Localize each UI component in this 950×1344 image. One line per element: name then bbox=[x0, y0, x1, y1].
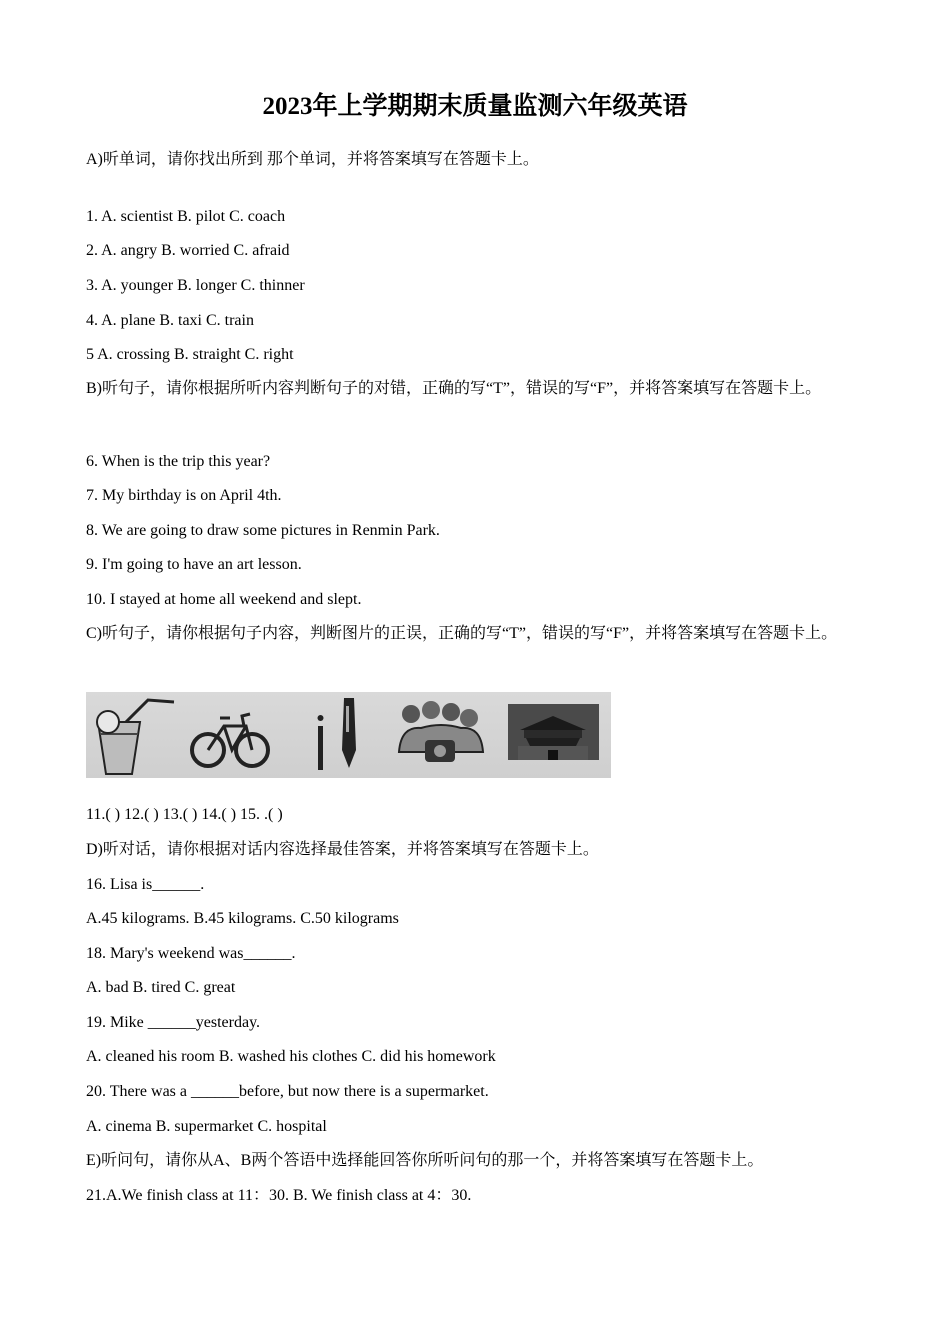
question-18-options: A. bad B. tired C. great bbox=[86, 979, 236, 996]
question-8: 8. We are going to draw some pictures in Renmin Park. bbox=[86, 522, 440, 539]
question-2: 2. A. angry B. worried C. afraid bbox=[86, 242, 290, 259]
pen-icon bbox=[306, 692, 366, 778]
gate-icon bbox=[506, 692, 601, 778]
section-d-instruction: D)听对话，请你根据对话内容选择最佳答案，并将答案填写在答题卡上。 bbox=[86, 841, 599, 858]
question-1: 1. A. scientist B. pilot C. coach bbox=[86, 208, 286, 225]
question-20-options: A. cinema B. supermarket C. hospital bbox=[86, 1118, 327, 1135]
bicycle-icon bbox=[186, 692, 276, 778]
question-16-options: A.45 kilograms. B.45 kilograms. C.50 kilograms bbox=[86, 910, 399, 927]
question-19-options: A. cleaned his room B. washed his clothes C. did his homework bbox=[86, 1048, 496, 1065]
question-16: 16. Lisa is______. bbox=[86, 876, 205, 893]
crowd-icon bbox=[391, 692, 491, 778]
question-4: 4. A. plane B. taxi C. train bbox=[86, 312, 254, 329]
question-18: 18. Mary's weekend was______. bbox=[86, 945, 296, 962]
question-9: 9. I'm going to have an art lesson. bbox=[86, 556, 302, 573]
question-10: 10. I stayed at home all weekend and slept. bbox=[86, 591, 362, 608]
question-20: 20. There was a ______before, but now there is a supermarket. bbox=[86, 1083, 489, 1100]
section-b-instruction: B)听句子，请你根据所听内容判断句子的对错，正确的写“T”，错误的写“F”，并将答案填写在答题卡上。 bbox=[86, 380, 822, 397]
question-3: 3. A. younger B. longer C. thinner bbox=[86, 277, 305, 294]
picture-strip bbox=[86, 692, 611, 778]
question-5: 5 A. crossing B. straight C. right bbox=[86, 346, 294, 363]
page-title: 2023年上学期期末质量监测六年级英语 bbox=[262, 93, 688, 120]
section-a-instruction: A)听单词，请你找出所到 那个单词，并将答案填写在答题卡上。 bbox=[86, 151, 539, 168]
juice-icon bbox=[86, 692, 181, 778]
question-21: 21.A.We finish class at 11：30. B. We finish class at 4：30. bbox=[86, 1187, 472, 1204]
question-6: 6. When is the trip this year? bbox=[86, 453, 271, 470]
question-7: 7. My birthday is on April 4th. bbox=[86, 487, 282, 504]
section-e-instruction: E)听问句，请你从A、B两个答语中选择能回答你所听问句的那一个，并将答案填写在答题卡上。 bbox=[86, 1152, 764, 1169]
question-19: 19. Mike ______yesterday. bbox=[86, 1014, 261, 1031]
section-c-blanks: 11.( ) 12.( ) 13.( ) 14.( ) 15. .( ) bbox=[86, 806, 283, 823]
section-c-instruction: C)听句子，请你根据句子内容，判断图片的正误，正确的写“T”，错误的写“F”，并将答案填写在答题卡上。 bbox=[86, 625, 838, 642]
